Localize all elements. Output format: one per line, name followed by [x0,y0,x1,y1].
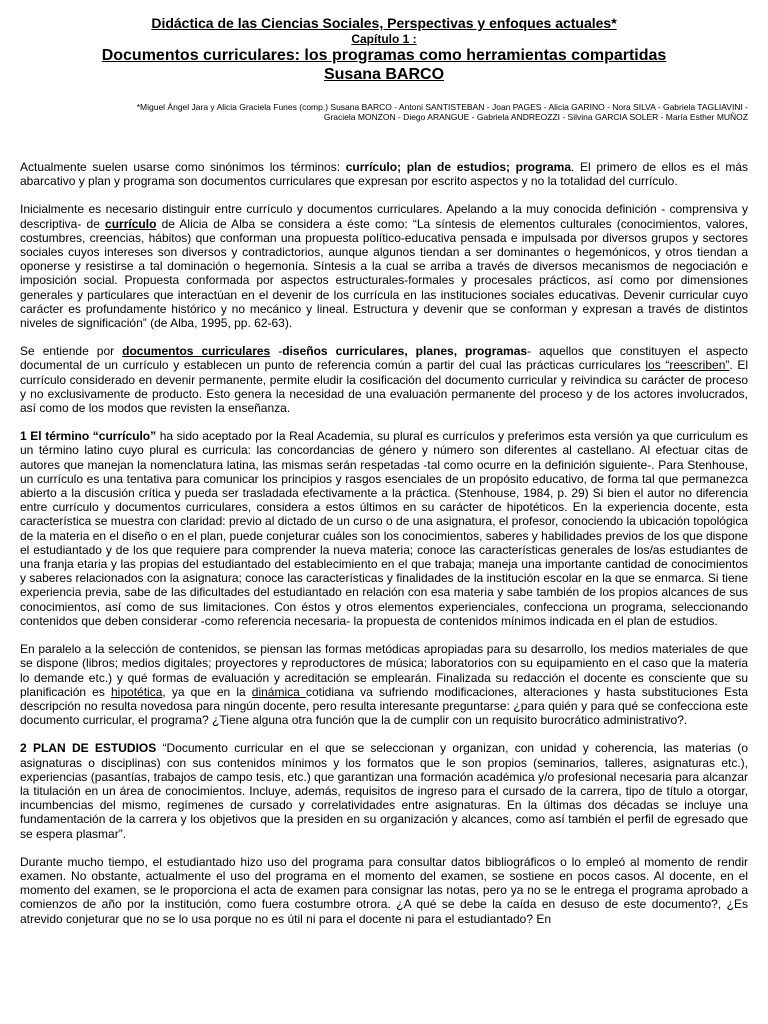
text-run: - [270,344,283,359]
chapter-label: Capítulo 1 : [351,32,417,46]
section-heading: 1 El término “currículo” [20,429,157,444]
paragraph-seleccion-contenidos [20,642,748,727]
document-page [20,14,748,940]
paragraph-termino-curriculo [20,429,748,628]
bold-terms: currículo; plan de estudios; programa [345,160,572,174]
paragraph-plan-de-estudios [20,741,748,840]
author-name: Susana BARCO [323,66,445,83]
text-run: cotidiana va sufriendo modificaciones, alteraciones y hasta substituciones Esta descripción no resulta novedosa para ningún docente, pero resulta interesante preguntarse: ¿para quién y para qué se confecciona este documento curricular, el programa? ¿Tiene alguna otra función que la de cumplir con un requisito burocrático administrativo?. [20,684,748,728]
chapter-title: Documentos curriculares: los programas como herramientas compartidas [101,47,667,64]
authors-note-line: Graciela MONZON - Diego ARANGUE - Gabriela ANDREOZZI - Silvina GARCIA SOLER - María Esther MUÑOZ [323,112,748,122]
paragraph-intro [20,160,748,188]
term-curriculo: currículo [105,216,157,231]
paragraph-curriculo-definition [20,202,748,330]
underlined-word: hipotética [111,684,163,699]
document-body [20,160,748,926]
authors-note-line: *Miguel Ángel Jara y Alicia Graciela Funes (comp.) Susana BARCO - Antoni SANTISTEBAN - Joan PAGES - Alicia GARINO - Nora SILVA - Gabriela TAGLIAVINI - [136,102,748,112]
text-run: . El primero de ellos es el más abarcativo y plan y programa son documentos curriculares que expresan por escrito aspectos y no la totalidad del currículo. [20,160,748,189]
text-run: ha sido aceptado por la Real Academia, su plural es currículos y preferimos esta versión ya que curriculum es un término latino cuyo plural es curricula: las concordancias de género y número son diferentes al castellano. Al efectuar citas de autores que manejan la nomenclatura latina, las mismas serán respetadas -tal como ocurre en la definición siguiente-. Para Stenhouse, un currículo es una tentativa para comunicar los principios y rasgos esenciales de un propósito educativo, de forma tal que permanezca abierto a la discusión crítica y pueda ser trasladada efectivamente a la práctica. (Stenhouse, 1984, p. 29) Si bien el autor no diferencia entre currículo y documentos curriculares, considera a estos últimos en su carácter de hipotéticos. En la experiencia docente, esta característica se muestra con claridad: previo al dictado de un curso o de una asignatura, el profesor, conociendo la ubicación topológica de la materia en el diseño o en el plan, puede conjeturar cuáles son los conocimientos, saberes y habilidades previos de los que dispone el estudiantado y de los que requiere para comprender la nueva materia; conoce las características generales de los/as estudiantes de una franja etaria y las propias del estudiantado del establecimiento en el que trabaja; maneja una importante cantidad de conocimientos y saberes relacionados con la asignatura; conoce las características y finalidades de la institución escolar en la que se enmarca. Si tiene experiencia previa, sabe de las dificultades del estudiantado en relación con esa materia y sabe también de los propios alcances de sus conocimientos, así como de sus limitaciones. Con éstos y otros elementos experienciales, confecciona un programa, seleccionando contenidos que deben considerar -como referencia necesaria- la propuesta de contenidos mínimos indicada en el plan de estudios. [20,429,748,628]
text-run: - aquellos que constituyen el aspecto documental de un currículo y establecen un punto de referencia común a partir del cual las prácticas curriculares [20,344,748,373]
section-heading: 2 PLAN DE ESTUDIOS [20,741,157,756]
book-title: Didáctica de las Ciencias Sociales, Perspectivas y enfoques actuales* [151,15,617,31]
text-run: En paralelo a la selección de contenidos, se piensan las formas metódicas apropiadas para su desarrollo, los medios materiales de que se dispone (libros; medios digitales; proyectores y reproductores de música; laboratorios con su equipamiento en el caso que la materia lo demande etc.) y qué formas de evaluación y acreditación se emplearán. Finalizada su redacción el docente es consciente que su planificación es [20,642,748,699]
term-documentos-curriculares: documentos curriculares [122,344,271,359]
bold-terms: diseños curriculares, planes, programas [282,344,528,359]
text-run: Durante mucho tiempo, el estudiantado hizo uso del programa para consultar datos bibliográficos o lo empleó al momento de rendir examen. No obstante, actualmente el uso del programa en el momento del examen, se sostiene en pocos casos. Al docente, en el momento del examen, se le proporciona el acta de examen para consignar las notas, pero ya no se le entrega el programa aprobado a comienzos de año por la institución, como fuera costumbre otrora. ¿A qué se debe la caída en desuso de este documento?, ¿Es atrevido conjeturar que no se lo usa porque no es útil ni para el docente ni para el estudiantado? En [20,854,748,926]
authors-note [20,102,748,122]
paragraph-documentos-curriculares [20,344,748,415]
text-run: Actualmente suelen usarse como sinónimos los términos: [20,160,346,174]
text-run: Inicialmente es necesario distinguir entre currículo y documentos curriculares. Apelando a la muy conocida definición - comprensiva y descriptiva- de [20,202,748,231]
text-run: . El currículo considerado en devenir permanente, permite eludir la cosificación del documento curricular y reivindica su carácter de proceso y no exclusivamente de producto. Esto genera la necesidad de una evaluación permanente del proceso y de los actores involucrados, así como de los modos que revisten la enseñanza. [20,358,748,416]
text-run: “Documento curricular en el que se seleccionan y organizan, con unidad y coherencia, las materias (o asignaturas o disciplinas) con sus contenidos mínimos y los formatos que le son propios (seminarios, talleres, asignaturas etc.), experiencias (pasantías, trabajos de campo tesis, etc.) que garantizan una formación académica y/o profesional necesaria para alcanzar la titulación en un área de conocimientos. Incluye, además, requisitos de ingreso para el cursado de la carrera, tipo de título a otorgar, incumbencias del mismo, regímenes de cursado y correlatividades entre asignaturas. En la últimas dos décadas se incluye una fundamentación de la carrera y los objetivos que la presiden en su organización y alcances, como así también el perfil de egresado que se espera plasmar”. [20,741,748,841]
paragraph-uso-programa [20,855,748,926]
text-run: de Alicia de Alba se considera a éste como: “La síntesis de elementos culturales (conocimientos, valores, costumbres, creencias, hábitos) que conforman una propuesta político-educativa pensada e impulsada por diversos grupos y sectores sociales cuyos intereses son diversos y contradictorios, aunque algunos tiendan a ser dominantes o hegemónicos, y otros tiendan a oponerse y resistirse a tal dominación o hegemonía. Síntesis a la cual se arriba a través de diversos mecanismos de negociación e imposición social. Propuesta conformada por aspectos estructurales-formales y procesales prácticos, así como por dimensiones generales y particulares que interactúan en el devenir de los currícula en las instituciones sociales educativas. Devenir curricular cuyo carácter es profundamente histórico y no mecánico y lineal. Estructura y devenir que se conforman y expresan a través de distintos niveles de significación” (de Alba, 1995, pp. 62-63). [20,216,749,331]
text-run: , ya que en la [162,684,252,699]
text-run: Se entiende por [20,344,123,359]
underlined-word: dinámica [251,684,306,699]
underlined-phrase: los “reescriben” [645,358,730,373]
